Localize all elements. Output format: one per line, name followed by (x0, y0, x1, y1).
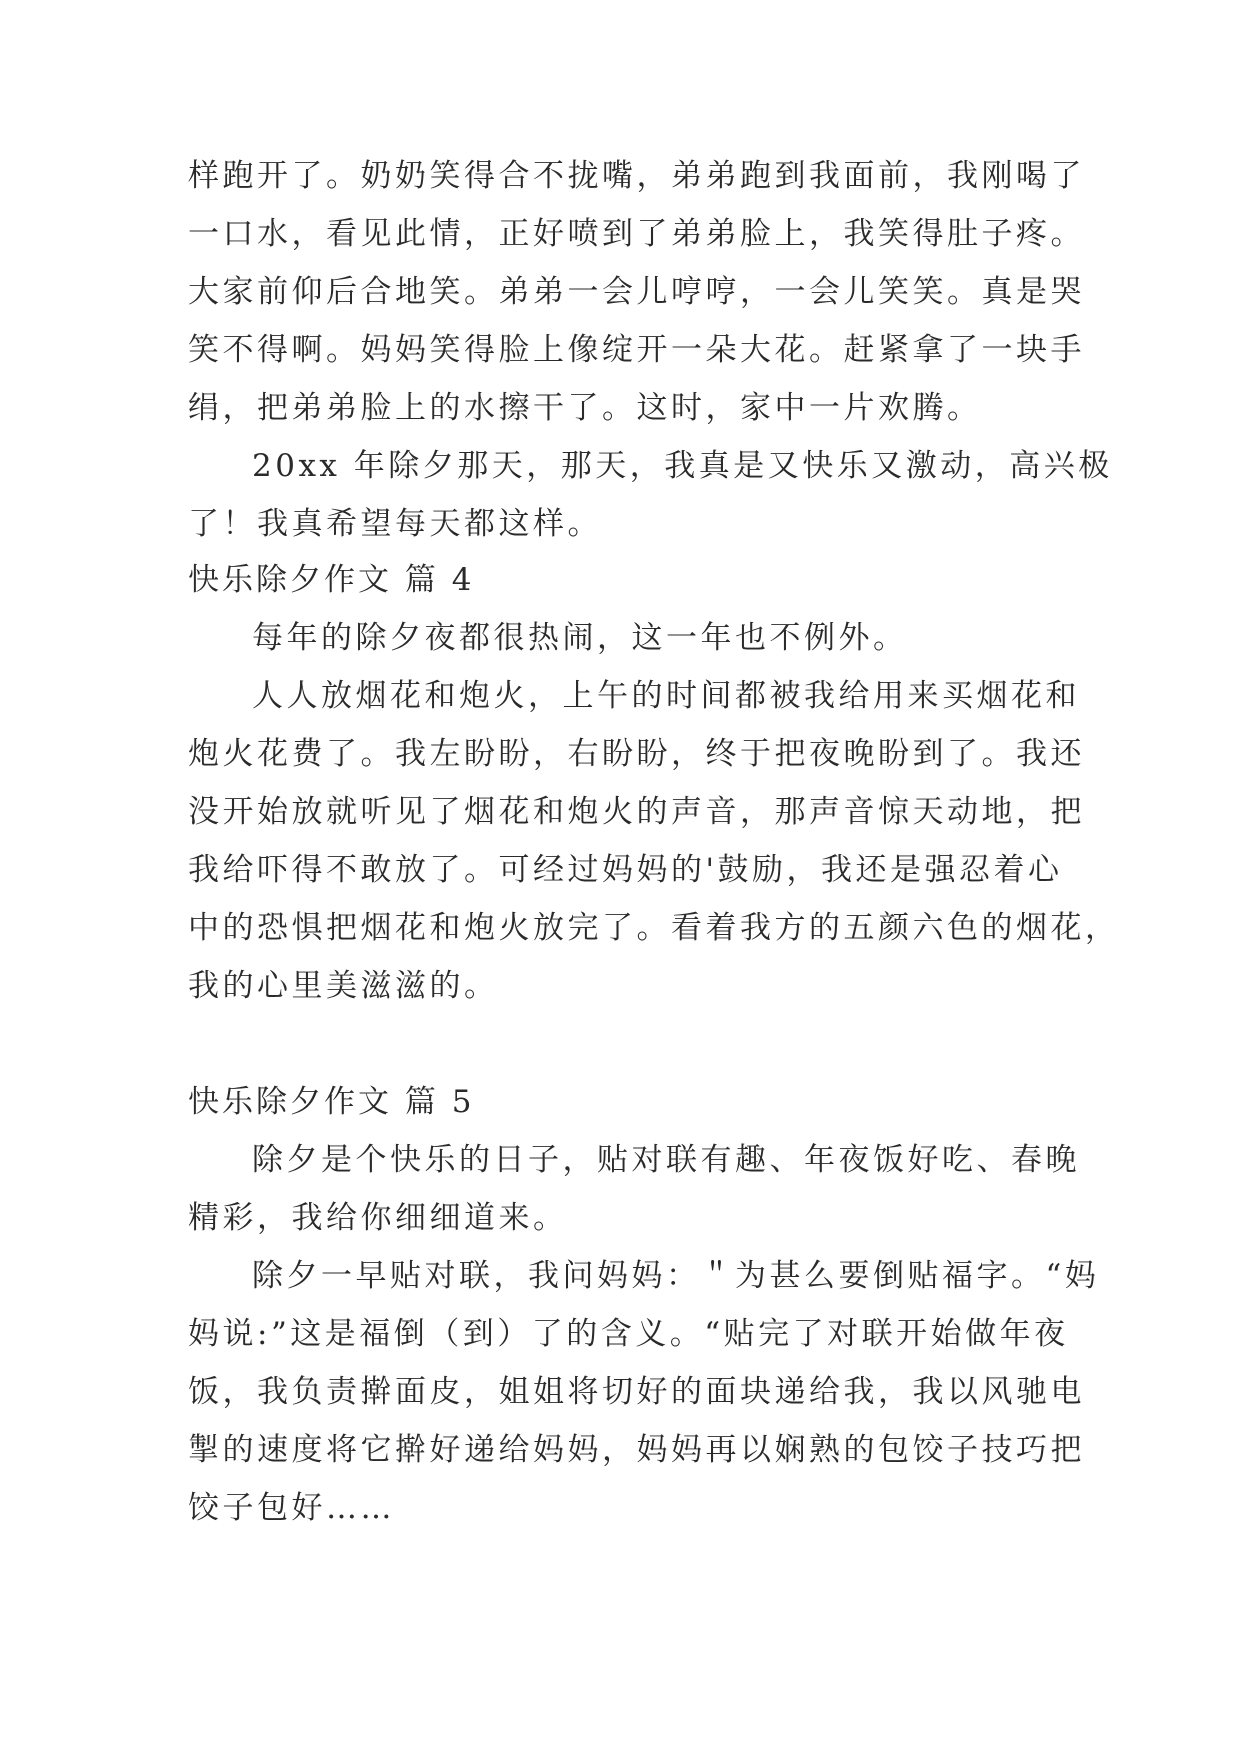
paragraph-line: 一口水，看见此情，正好喷到了弟弟脸上，我笑得肚子疼。 (188, 216, 1085, 252)
paragraph-line: 绢，把弟弟脸上的水擦干了。这时，家中一片欢腾。 (188, 390, 982, 426)
paragraph-line: 除夕一早贴对联，我问妈妈：＂为甚么要倒贴福字。“妈 (252, 1258, 1100, 1294)
paragraph-line: 笑不得啊。妈妈笑得脸上像绽开一朵大花。赶紧拿了一块手 (188, 332, 1085, 368)
paragraph-line: 饭，我负责擀面皮，姐姐将切好的面块递给我，我以风驰电 (188, 1374, 1085, 1410)
paragraph-line: 掣的速度将它擀好递给妈妈，妈妈再以娴熟的包饺子技巧把 (188, 1432, 1085, 1468)
paragraph-line: 饺子包好…… (188, 1490, 395, 1526)
paragraph-line: 除夕是个快乐的日子，贴对联有趣、年夜饭好吃、春晚 (252, 1142, 1080, 1178)
paragraph-line: 样跑开了。奶奶笑得合不拢嘴，弟弟跑到我面前，我刚喝了 (188, 158, 1085, 194)
paragraph-line: 妈说:”这是福倒（到）了的含义。“贴完了对联开始做年夜 (188, 1316, 1069, 1352)
paragraph-line: 我给吓得不敢放了。可经过妈妈的'鼓励，我还是强忍着心 (188, 852, 1063, 888)
paragraph-line: 大家前仰后合地笑。弟弟一会儿哼哼，一会儿笑笑。真是哭 (188, 274, 1085, 310)
paragraph-line: 中的恐惧把烟花和炮火放完了。看着我方的五颜六色的烟花， (188, 910, 1120, 946)
paragraph-line: 了！我真希望每天都这样。 (188, 506, 602, 542)
paragraph-line: 20xx 年除夕那天，那天，我真是又快乐又激动，高兴极 (252, 448, 1113, 484)
paragraph-line: 人人放烟花和炮火，上午的时间都被我给用来买烟花和 (252, 678, 1080, 714)
paragraph-line: 精彩，我给你细细道来。 (188, 1200, 568, 1236)
paragraph-line: 炮火花费了。我左盼盼，右盼盼，终于把夜晚盼到了。我还 (188, 736, 1085, 772)
paragraph-line: 没开始放就听见了烟花和炮火的声音，那声音惊天动地，把 (188, 794, 1085, 830)
section-heading: 快乐除夕作文 篇 5 (188, 1084, 475, 1120)
paragraph-line: 每年的除夕夜都很热闹，这一年也不例外。 (252, 620, 908, 656)
paragraph-line: 我的心里美滋滋的。 (188, 968, 499, 1004)
section-heading: 快乐除夕作文 篇 4 (188, 562, 475, 598)
